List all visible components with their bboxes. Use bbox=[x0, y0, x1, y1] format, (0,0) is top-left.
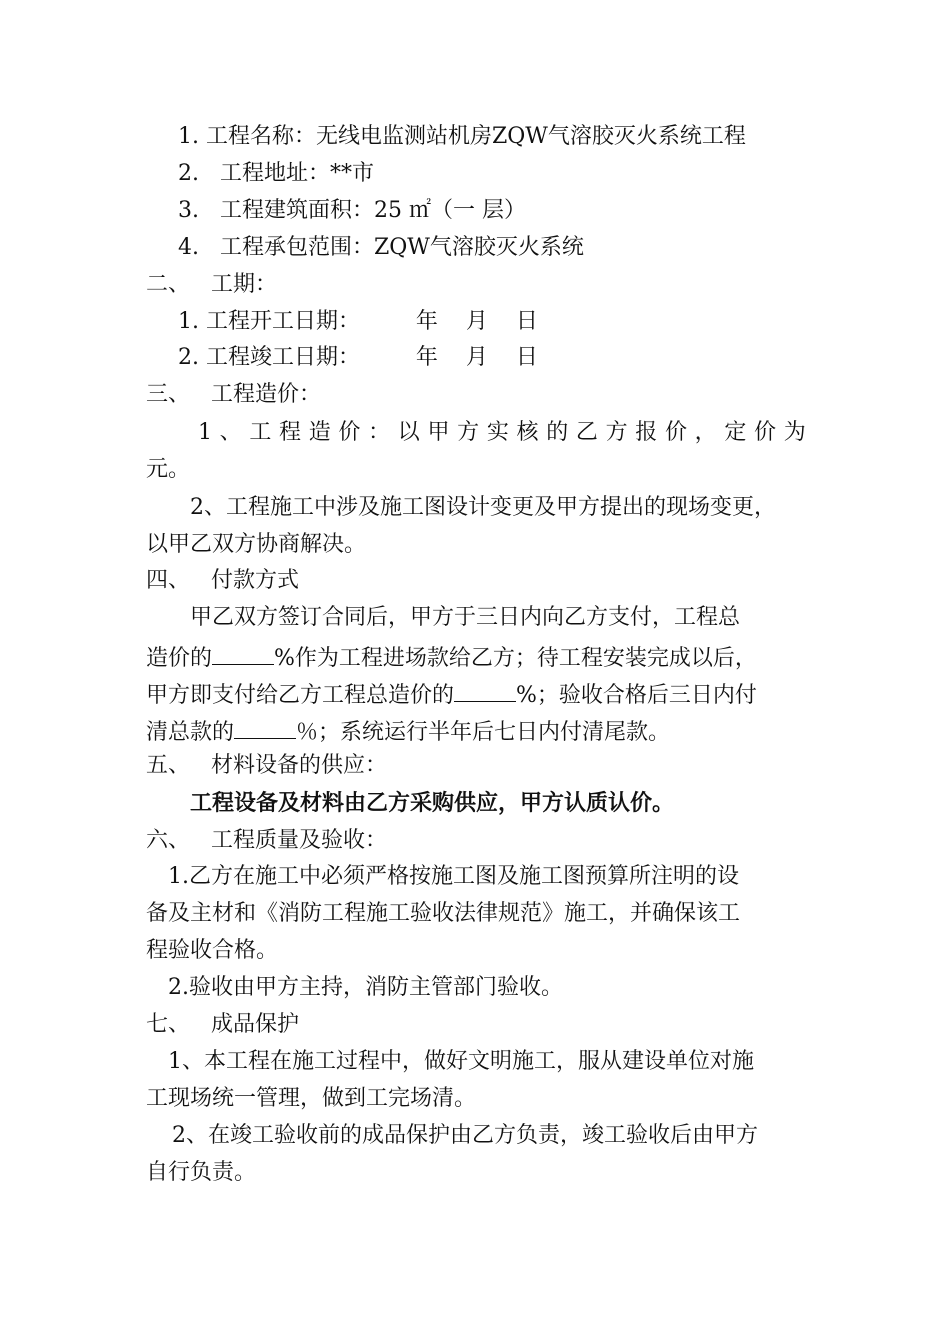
blank-underline bbox=[212, 640, 274, 665]
cost-line-char: 价 bbox=[664, 420, 687, 445]
payment-line4 bbox=[146, 714, 670, 744]
cost-line-char: 为 bbox=[783, 420, 806, 445]
payment-text: 清总款的 bbox=[146, 720, 235, 745]
cost-line-char: 的 bbox=[546, 420, 569, 445]
project-scope-line: 4. 工程承包范围：ZQW气溶胶灭火系统 bbox=[178, 235, 584, 260]
project-name-line: 1. 工程名称：无线电监测站机房ZQW气溶胶灭火系统工程 bbox=[178, 124, 746, 149]
protection-p2-line1: 2、在竣工验收前的成品保护由乙方负责，竣工验收后由甲方 bbox=[172, 1123, 758, 1148]
project-address-line: 2. 工程地址：**市 bbox=[178, 161, 374, 186]
section-heading-materials: 五、 材料设备的供应： bbox=[146, 753, 387, 778]
protection-p1-line2: 工现场统一管理，做到工完场清。 bbox=[146, 1086, 477, 1111]
cost-line-char: 1 bbox=[198, 420, 212, 445]
payment-text: ％；系统运行半年后七日内付清尾款。 bbox=[296, 720, 671, 745]
cost-line-char: 造 bbox=[308, 420, 331, 445]
cost-line-char: 工 bbox=[249, 420, 272, 445]
payment-line1: 甲乙双方签订合同后，甲方于三日内向乙方支付，工程总 bbox=[190, 605, 741, 630]
cost-line-char: 乙 bbox=[575, 420, 598, 445]
section-heading-cost: 三、 工程造价： bbox=[146, 382, 321, 407]
quality-p2: 2.验收由甲方主持，消防主管部门验收。 bbox=[168, 975, 563, 1000]
protection-p1-line1: 1、本工程在施工过程中，做好文明施工，服从建设单位对施 bbox=[168, 1049, 754, 1074]
payment-text: 造价的 bbox=[146, 646, 213, 671]
change-paragraph-line1: 2、工程施工中涉及施工图设计变更及甲方提出的现场变更， bbox=[190, 495, 776, 520]
cost-line-char: 实 bbox=[486, 420, 509, 445]
cost-line-char: 报 bbox=[635, 420, 658, 445]
cost-line-char: ， bbox=[694, 420, 717, 445]
project-area-line: 3. 工程建筑面积：25 ㎡（一 层） bbox=[178, 198, 526, 223]
payment-text: %作为工程进场款给乙方；待工程安装完成以后， bbox=[274, 646, 757, 671]
cost-line-char: ： bbox=[368, 420, 391, 445]
cost-line-char: 以 bbox=[397, 420, 420, 445]
section-heading-payment: 四、 付款方式 bbox=[146, 568, 299, 593]
materials-bold-statement: 工程设备及材料由乙方采购供应，甲方认质认价。 bbox=[190, 791, 675, 816]
cost-line-char: 程 bbox=[279, 420, 302, 445]
cost-line-char: 定 bbox=[724, 420, 747, 445]
quality-p1-line1: 1.乙方在施工中必须严格按施工图及施工图预算所注明的设 bbox=[168, 864, 739, 889]
payment-line3 bbox=[146, 677, 757, 707]
cost-line-char: 甲 bbox=[427, 420, 450, 445]
end-date-line: 2. 工程竣工日期： 年 月 日 bbox=[178, 345, 538, 370]
cost-paragraph-line2: 元。 bbox=[146, 457, 191, 482]
cost-line-char: 、 bbox=[219, 420, 242, 445]
cost-line-char: 方 bbox=[605, 420, 628, 445]
payment-line2 bbox=[146, 640, 757, 670]
change-paragraph-line2: 以甲乙双方协商解决。 bbox=[146, 532, 367, 557]
section-heading-quality: 六、 工程质量及验收： bbox=[146, 828, 387, 853]
payment-text: 甲方即支付给乙方工程总造价的 bbox=[146, 683, 455, 708]
section-heading-schedule: 二、 工期： bbox=[146, 272, 277, 297]
cost-line-char: 价 bbox=[338, 420, 361, 445]
quality-p1-line2: 备及主材和《消防工程施工验收法律规范》施工，并确保该工 bbox=[146, 901, 741, 926]
cost-line-char: 核 bbox=[516, 420, 539, 445]
payment-text: %；验收合格后三日内付 bbox=[516, 683, 757, 708]
blank-underline bbox=[454, 677, 516, 702]
blank-underline bbox=[234, 714, 296, 739]
start-date-line: 1. 工程开工日期： 年 月 日 bbox=[178, 309, 538, 334]
protection-p2-line2: 自行负责。 bbox=[146, 1160, 257, 1185]
cost-line-char: 价 bbox=[754, 420, 777, 445]
cost-paragraph-line1 bbox=[198, 418, 806, 448]
quality-p1-line3: 程验收合格。 bbox=[146, 938, 279, 963]
section-heading-protection: 七、 成品保护 bbox=[146, 1012, 299, 1037]
cost-line-char: 方 bbox=[457, 420, 480, 445]
